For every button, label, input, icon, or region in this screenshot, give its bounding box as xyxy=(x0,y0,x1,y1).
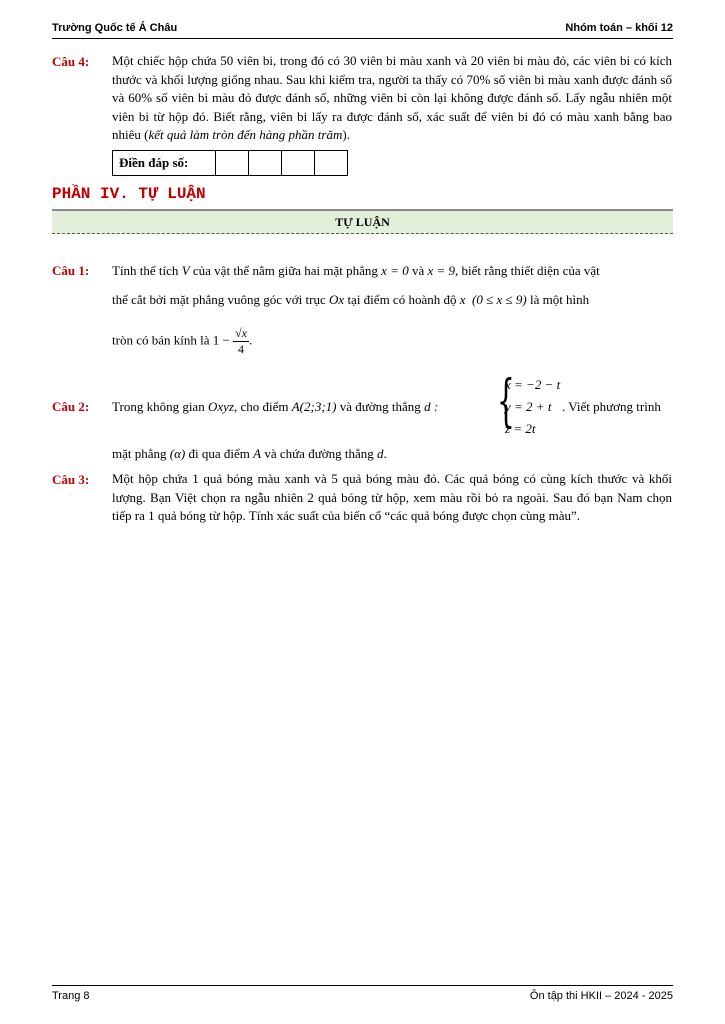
answer-label: Điền đáp số: xyxy=(113,151,216,175)
e3-text: Một hộp chứa 1 quả bóng màu xanh và 5 quả bóng màu đỏ. Các quả bóng có cùng kích thước và khối lượng. Bạn Việt chọn ra ngẫu nhiên 2 quả bóng từ hộp, xem màu rồi bỏ ra ngoài. Sau đó bạn Nam chọn tiếp ra 1 quả bóng từ hộp. Tính xác suất của biến cố “các quả bóng được chọn cùng màu”. xyxy=(112,471,672,523)
page-header xyxy=(52,20,673,39)
answer-cell[interactable] xyxy=(282,151,315,175)
e1-label: Câu 1: xyxy=(52,263,90,278)
e1-line1: Tính thể tích V của vật thể nằm giữa hai mặt phẳng x = 0 và x = 9, biết rằng thiết diện của vật xyxy=(112,263,600,278)
page-footer xyxy=(52,985,673,1002)
answer-cell[interactable] xyxy=(216,151,249,175)
q4-label: Câu 4: xyxy=(52,54,90,69)
e3-label: Câu 3: xyxy=(52,472,90,487)
e1-line2: thể cắt bởi mặt phẳng vuông góc với trục Ox tại điểm có hoành độ x (0 ≤ x ≤ 9) là một hình xyxy=(112,292,590,307)
e2-line2: mặt phẳng (α) đi qua điểm A và chứa đường thẳng d. xyxy=(112,446,387,461)
page-number: Trang 8 xyxy=(52,990,90,1002)
course-name: Ôn tập thi HKII – 2024 - 2025 xyxy=(529,990,673,1002)
section-title: PHẦN IV. TỰ LUẬN xyxy=(52,185,206,203)
e2-label: Câu 2: xyxy=(52,399,90,414)
school-name: Trường Quốc tế Á Châu xyxy=(52,22,178,34)
brace: { xyxy=(497,369,515,434)
group-name: Nhóm toán – khối 12 xyxy=(565,22,673,34)
e1-line3: tròn có bán kính là 1 − $\frac{√x}{4}$ . xyxy=(112,326,253,356)
e2-line1-end: . Viết phương trình xyxy=(562,399,661,414)
e2-line1: Trong không gian Oxyz, cho điểm A(2;3;1) và đường thẳng d : xyxy=(112,399,439,414)
section-bar: TỰ LUẬN xyxy=(52,209,673,234)
radius-fraction: $\frac{√x}{4}$ xyxy=(235,326,247,356)
answer-cell[interactable] xyxy=(249,151,282,175)
q4-text: Một chiếc hộp chứa 50 viên bi, trong đó có 30 viên bi màu xanh và 20 viên bi màu đỏ, các viên bi có kích thước và khối lượng giống nhau. Sau khi kiểm tra, người ta thấy có 70% số viên bi màu xanh được đánh số và 60% số viên bi màu đỏ được đánh số, những viên bi còn lại không được đánh số. Lấy ngẫu nhiên một viên bi từ hộp đó. Biết rằng, viên bi lấy ra được đánh số, xác suất để viên bi đó có màu xanh bằng bao nhiêu (kết quả làm tròn đến hàng phần trăm). xyxy=(112,53,672,142)
answer-cell[interactable] xyxy=(315,151,347,175)
line-equation-system: { x = −2 − t y = 2 + t z = 2t xyxy=(497,369,561,436)
answer-box xyxy=(112,150,348,176)
